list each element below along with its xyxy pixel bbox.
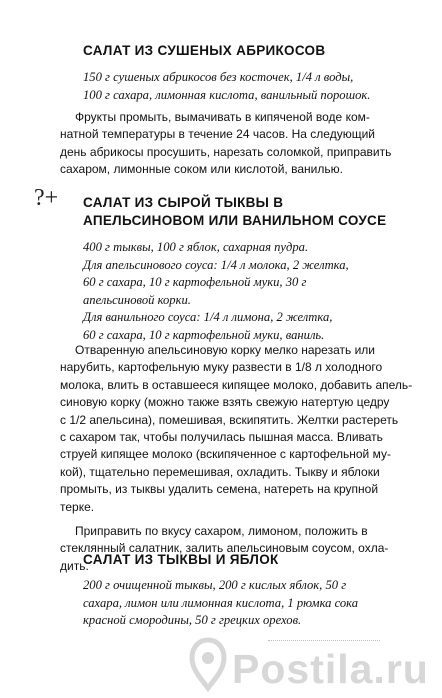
- method-line: день абрикосы просушить, нарезать соломкой, приправить: [60, 144, 392, 159]
- method-line: нарубить, картофельную муку развести в 1/8 л холодного: [60, 360, 383, 375]
- ingredient-line: 400 г тыквы, 100 г яблок, сахарная пудра.: [83, 240, 309, 254]
- method-line: сахаром, лимонные соком или кислотой, ванилью.: [60, 162, 343, 177]
- recipe-title-raw-pumpkin-line1: САЛАТ ИЗ СЫРОЙ ТЫКВЫ В: [83, 195, 284, 210]
- method-line: кой), тщательно перемешивая, охладить. Тыкву и яблоки: [60, 464, 380, 479]
- ingredient-line: 60 г сахара, 10 г картофельной муки, 30 г: [83, 275, 307, 290]
- ingredients-raw-pumpkin: [83, 239, 349, 345]
- method-line: с 1/2 апельсина), помешивая, вскипятить. Желтки растереть: [60, 412, 399, 427]
- recipe-title-pumpkin-apples: САЛАТ ИЗ ТЫКВЫ И ЯБЛОК: [83, 552, 279, 567]
- recipe-title-raw-pumpkin-line2: АПЕЛЬСИНОВОМ ИЛИ ВАНИЛЬНОМ СОУСЕ: [83, 213, 387, 228]
- method-line: молока, влить в оставшееся кипящее молоко, добавить апель-: [60, 377, 413, 392]
- ingredients-dried-apricots: [83, 69, 370, 104]
- ingredient-line: Для ванильного соуса: 1/4 л лимона, 2 желтка,: [83, 310, 333, 325]
- method-line: Приправить по вкусу сахаром, лимоном, положить в: [75, 524, 368, 538]
- pencil-smudge: [268, 622, 380, 641]
- ingredient-line: 150 г сушеных абрикосов без косточек, 1/4 л воды,: [83, 70, 354, 84]
- method-line: дить.: [60, 558, 89, 573]
- ingredient-line: 100 г сахара, лимонная кислота, ванильный порошок.: [83, 87, 371, 102]
- method-line: с сахаром так, чтобы получилась пышная масса. Вливать: [60, 430, 383, 445]
- watermark-text: Postila.ru: [232, 646, 429, 692]
- method-line: терке.: [60, 499, 95, 514]
- ingredient-line: 200 г очищенной тыквы, 200 г кислых яблок, 50 г: [83, 578, 347, 592]
- method-line: натной температуры в течение 24 часов. На следующий: [60, 127, 375, 142]
- recipe-title-dried-apricots: САЛАТ ИЗ СУШЕНЫХ АБРИКОСОВ: [83, 43, 326, 58]
- ingredient-line: апельсиновой корки.: [83, 292, 191, 307]
- method-line: струей кипящее молоко (вскипяченное с картофельной му-: [60, 447, 391, 462]
- method-line: стеклянный салатник, залить апельсиновым соусом, охла-: [60, 541, 389, 556]
- ingredient-line: сахара, лимон или лимонная кислота, 1 рюмка сока: [83, 595, 359, 610]
- method-line: синовую корку (можно также взять свежую натертую цедру: [60, 395, 390, 410]
- method-line: Фрукты промыть, вымачивать в кипяченой воде ком-: [75, 110, 370, 124]
- ingredient-line: Для апельсинового соуса: 1/4 л молока, 2 желтка,: [83, 257, 349, 272]
- watermark-logo-icon: [188, 636, 228, 692]
- ingredient-line: 60 г сахара, 10 г картофельной муки, ваниль.: [83, 327, 325, 342]
- method-dried-apricots: [60, 109, 391, 179]
- ingredient-line: красной смородины, 50 г грецких орехов.: [83, 613, 302, 628]
- handwritten-margin-mark: ?+: [34, 185, 59, 211]
- method-raw-pumpkin-p1: [60, 342, 412, 516]
- method-line: промыть, из тыквы удалить семена, натереть на крупной: [60, 482, 379, 497]
- method-line: Отваренную апельсиновую корку мелко нарезать или: [75, 343, 375, 357]
